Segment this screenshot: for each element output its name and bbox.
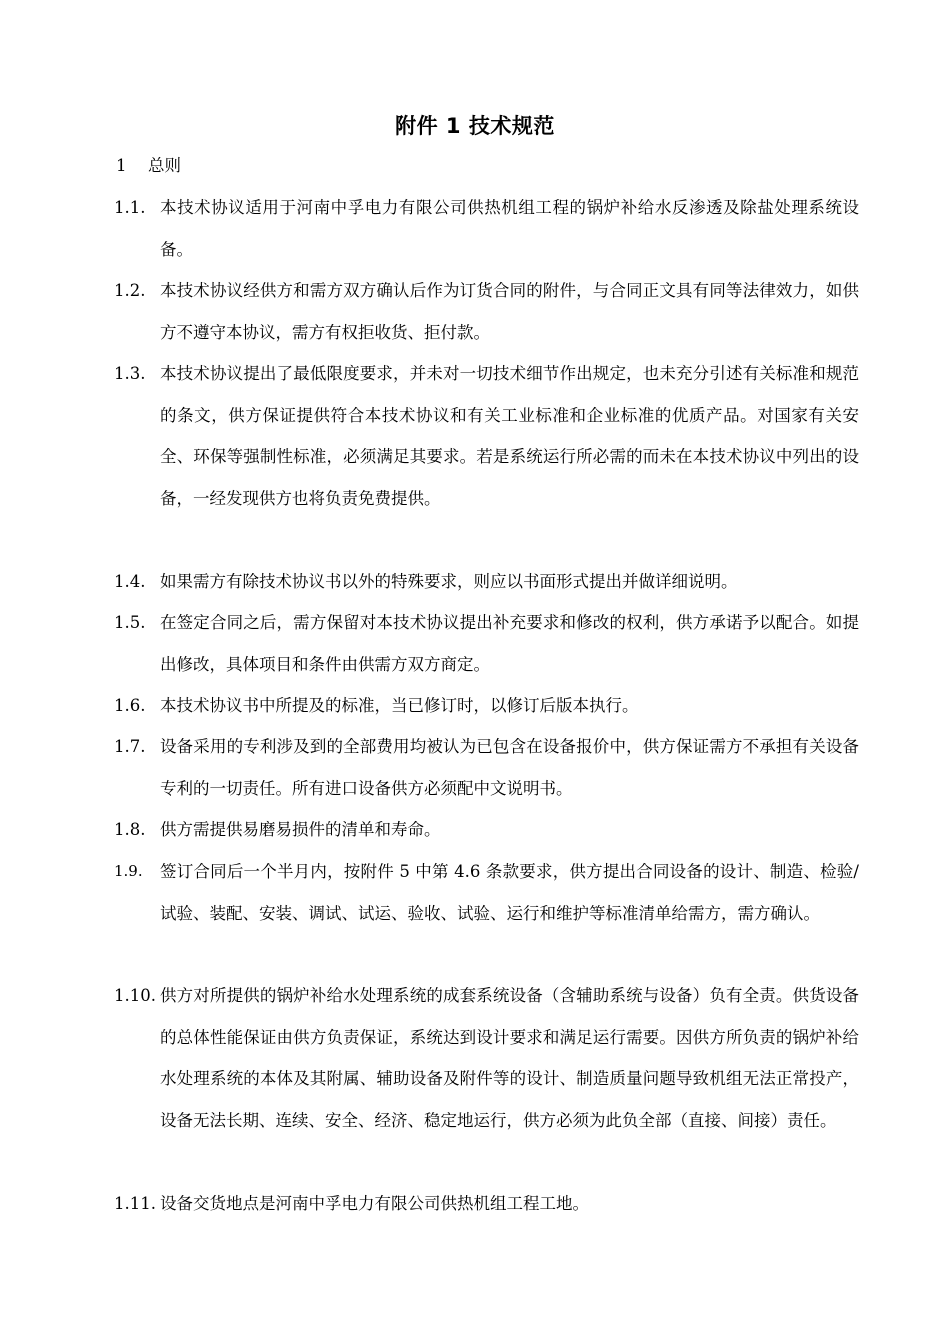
clause-number: 1.3. xyxy=(114,364,146,383)
clause-item xyxy=(114,851,859,934)
clause-text: 本技术协议提出了最低限度要求，并未对一切技术细节作出规定，也未充分引述有关标准和规范的条文，供方保证提供符合本技术协议和有关工业标准和企业标准的优质产品。对国家有关安全、环保等强制性标准，必须满足其要求。若是系统运行所必需的而未在本技术协议中列出的设备，一经发现供方也将负责免费提供。 xyxy=(160,364,859,508)
clause-text: 签订合同后一个半月内，按附件 5 中第 4.6 条款要求，供方提出合同设备的设计、制造、检验/试验、装配、安装、调试、试运、验收、试验、运行和维护等标准清单给需方，需方确认。 xyxy=(160,862,859,923)
section-number: 1 xyxy=(116,156,127,175)
clause-number: 1.8. xyxy=(114,820,146,839)
clause-text: 本技术协议经供方和需方双方确认后作为订货合同的附件，与合同正文具有同等法律效力，如供方不遵守本协议，需方有权拒收货、拒付款。 xyxy=(160,281,859,342)
section-heading xyxy=(116,152,181,180)
section-title: 总则 xyxy=(148,156,181,175)
clause-text: 供方对所提供的锅炉补给水处理系统的成套系统设备（含辅助系统与设备）负有全责。供货设备的总体性能保证由供方负责保证，系统达到设计要求和满足运行需要。因供方所负责的锅炉补给水处理系统的本体及其附属、辅助设备及附件等的设计、制造质量问题导致机组无法正常投产，设备无法长期、连续、安全、经济、稳定地运行，供方必须为此负全部（直接、间接）责任。 xyxy=(160,986,859,1130)
clause-text: 设备采用的专利涉及到的全部费用均被认为已包含在设备报价中，供方保证需方不承担有关设备专利的一切责任。所有进口设备供方必须配中文说明书。 xyxy=(160,737,859,798)
clause-number: 1.11. xyxy=(114,1194,156,1213)
clause-number: 1.9. xyxy=(114,862,143,880)
clause-number: 1.7. xyxy=(114,737,146,756)
clause-text: 本技术协议书中所提及的标准，当已修订时，以修订后版本执行。 xyxy=(160,696,639,715)
document-title: 附件 1 技术规范 xyxy=(395,114,555,138)
clause-number: 1.4. xyxy=(114,572,146,591)
clause-text: 本技术协议适用于河南中孚电力有限公司供热机组工程的锅炉补给水反渗透及除盐处理系统设备。 xyxy=(160,198,859,259)
clause-text: 设备交货地点是河南中孚电力有限公司供热机组工程工地。 xyxy=(160,1194,589,1213)
clause-text: 在签定合同之后，需方保留对本技术协议提出补充要求和修改的权利，供方承诺予以配合。如提出修改，具体项目和条件由供需方双方商定。 xyxy=(160,613,859,674)
clause-number: 1.2. xyxy=(114,281,146,300)
clause-item xyxy=(114,726,859,809)
clause-item xyxy=(114,270,859,353)
clause-item xyxy=(114,187,859,270)
clause-item xyxy=(114,602,859,685)
clause-item xyxy=(114,685,859,727)
clause-text: 如果需方有除技术协议书以外的特殊要求，则应以书面形式提出并做详细说明。 xyxy=(160,572,738,591)
clause-number: 1.5. xyxy=(114,613,146,632)
clause-item xyxy=(114,809,859,851)
clause-item xyxy=(114,975,859,1141)
clause-number: 1.1. xyxy=(114,198,146,217)
clause-item xyxy=(114,561,859,603)
clause-text: 供方需提供易磨易损件的清单和寿命。 xyxy=(160,820,441,839)
clause-number: 1.10. xyxy=(114,986,156,1005)
clause-item xyxy=(114,1183,859,1225)
clause-number: 1.6. xyxy=(114,696,146,715)
clause-item xyxy=(114,353,859,519)
